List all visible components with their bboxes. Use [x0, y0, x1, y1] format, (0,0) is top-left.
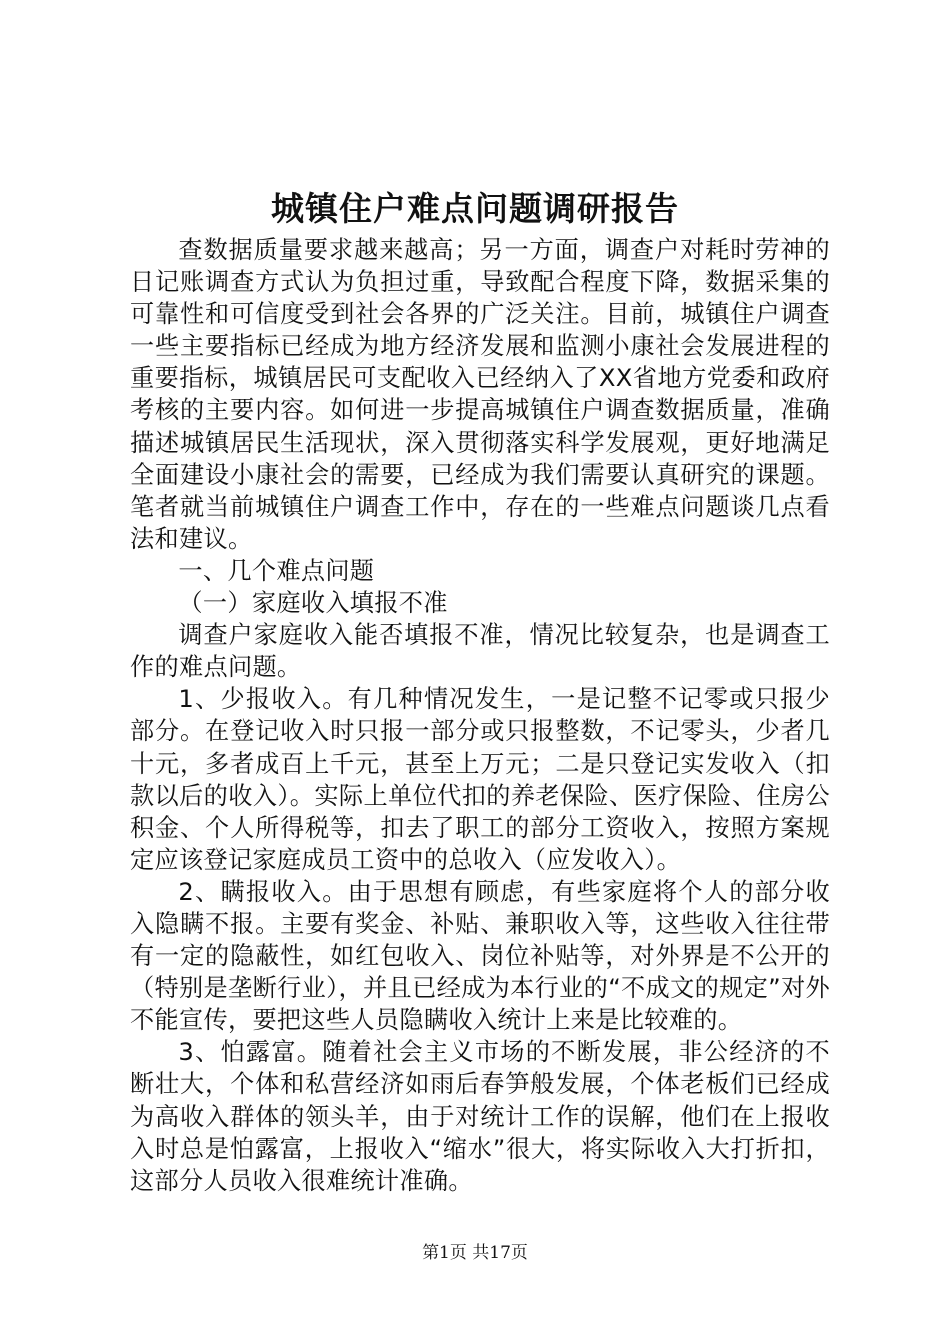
section-heading-1: 一、几个难点问题 — [178, 556, 375, 585]
document-title: 城镇住户难点问题调研报告 — [271, 189, 679, 228]
subsection-heading-1: （一）家庭收入填报不准 — [178, 589, 448, 618]
document-body — [130, 234, 830, 1197]
paragraph-concealment: 2、瞒报收入。由于思想有顾虑，有些家庭将个人的部分收入隐瞒不报。主要有奖金、补贴、兼职收入等，这些收入往往带有一定的隐蔽性，如红包收入、岗位补贴等，对外界是不公开的（特别是垄断行业），并且已经成为本行业的“不成文的规定”对外不能宣传，要把这些人员隐瞒收入统计上来是比较难的。 — [130, 877, 830, 1035]
paragraph-underreport: 1、少报收入。有几种情况发生，一是记整不记零或只报少部分。在登记收入时只报一部分或只报整数，不记零头，少者几十元，多者成百上千元，甚至上万元；二是只登记实发收入（扣款以后的收入）。实际上单位代扣的养老保险、医疗保险、住房公积金、个人所得税等，扣去了职工的部分工资收入，按照方案规定应该登记家庭成员工资中的总收入（应发收入）。 — [130, 685, 830, 874]
paragraph-income-overview: 调查户家庭收入能否填报不准，情况比较复杂，也是调查工作的难点问题。 — [130, 621, 830, 682]
paragraph-intro: 查数据质量要求越来越高；另一方面，调查户对耗时劳神的日记账调查方式认为负担过重，导致配合程度下降，数据采集的可靠性和可信度受到社会各界的广泛关注。目前，城镇住户调查一些主要指标已经成为地方经济发展和监测小康社会发展进程的重要指标，城镇居民可支配收入已经纳入了XX省地方党委和政府考核的主要内容。如何进一步提高城镇住户调查数据质量，准确描述城镇居民生活现状，深入贯彻落实科学发展观，更好地满足全面建设小康社会的需要，已经成为我们需要认真研究的课题。笔者就当前城镇住户调查工作中，存在的一些难点问题谈几点看法和建议。 — [130, 236, 830, 553]
paragraph-fear-of-wealth: 3、怕露富。随着社会主义市场的不断发展，非公经济的不断壮大，个体和私营经济如雨后春笋般发展，个体老板们已经成为高收入群体的领头羊，由于对统计工作的误解，他们在上报收入时总是怕露富，上报收入“缩水”很大，将实际收入大打折扣，这部分人员收入很难统计准确。 — [130, 1038, 830, 1195]
page-number-footer: 第1页 共17页 — [422, 1243, 528, 1263]
